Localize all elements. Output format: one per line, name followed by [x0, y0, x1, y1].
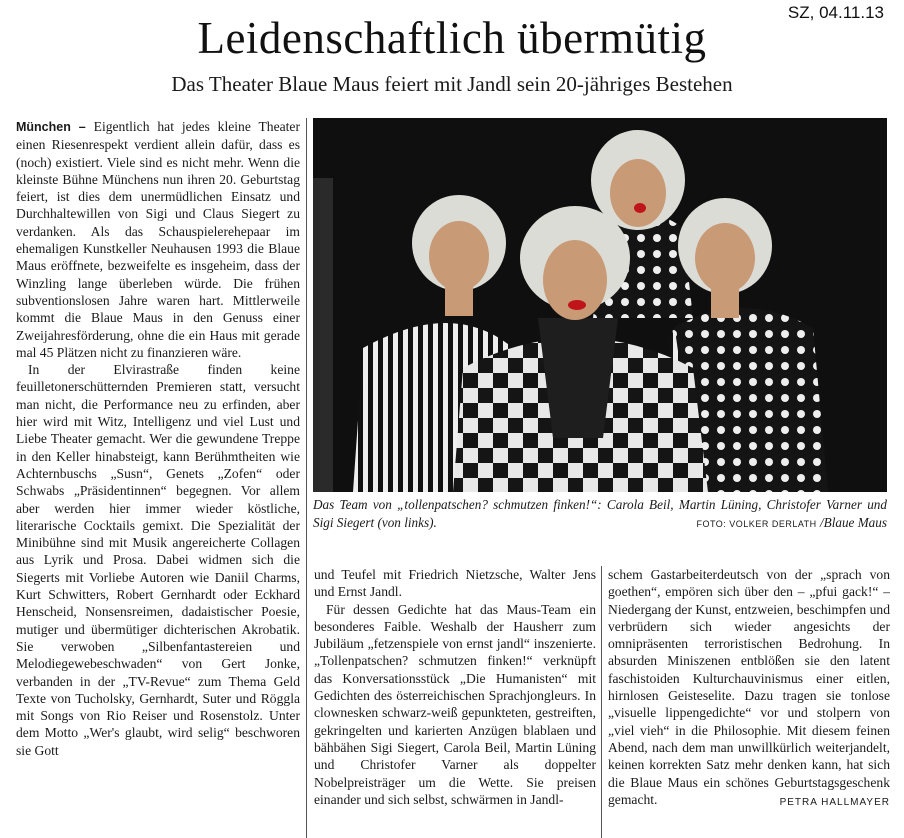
photo-caption	[313, 496, 887, 533]
author-byline: PETRA HALLMAYER	[779, 796, 890, 808]
caption-text: Das Team von „tollenpatschen? schmutzen finken!“: Carola Beil, Martin Lüning, Christofer Varner und Sigi Siegert (von links).	[313, 497, 887, 530]
article-column-1	[16, 118, 300, 838]
headline: Leidenschaftlich übermütig	[197, 13, 707, 63]
credit-prefix: FOTO: VOLKER DERLATH	[696, 518, 817, 529]
paragraph	[16, 118, 300, 361]
column-rule-left	[306, 118, 307, 838]
source-stamp: SZ, 04.11.13	[787, 3, 884, 22]
paragraph	[608, 566, 890, 808]
column-rule-right	[601, 566, 602, 838]
paragraph-text: schem Gastarbeiterdeutsch von der „sprach von goethen“, empören sich über den – „pfui gack!“ – Niedergang der Kunst, entzweien, beschimpfen und verbrüdern sich wieder angesichts der omnipräsenten terroristischen Bedrohung. In absurden Miniszenen entblößen sie den latent faschistoiden Kulturchauvinismus einer eitlen, hirnlosen Geisteselite. Dazu tragen sie tonlose „visuelle lippengedichte“ vor und stolpern von „viel vieh“ in die Philosophie. Mit diesem feinen Abend, nach dem man unwillkürlich weiterjandelt, keinen korrekten Satz mehr denken kann, hat sich die Blaue Maus ein schönes Geburtstagsgeschenk gemacht.	[608, 567, 890, 807]
paragraph: In der Elvirastraße finden keine feuilletonerschütternden Premieren statt, versucht man nicht, die Performance neu zu erfinden, aber hier wird mit Witz, Intelligenz und viel Lust und Liebe Theater gemacht. Wer die gewundene Treppe in den Keller hinabsteigt, kann Berühmtheiten wie Achternbuschs „Susn“, Genets „Zofen“ oder Schwabs „Präsidentinnen“ begegnen. Vor allem aber werden hier immer wieder köstliche, literarische Cocktails gemixt. Die Spezialität der Minibühne sind mit Musik angereicherte Collagen aus Lyrik und Prosa. Dabei widmen sich die Siegerts mit Vorliebe Autoren wie Daniil Charms, Kurt Schwitters, Robert Gernhardt oder Eckhard Henscheid, Nonsensreimen, dadaistischer Poesie, mutiger und übermütiger dichterischen Akrobatik. Sie verwoben „Silbenfantastereien und Melodiegewebeschwaden“ von Gert Jonke, verbanden in der „TV-Revue“ zum Thema Geld Texte von Tucholsky, Gernhardt, Suter und Röggla mit Songs von Rio Reiser und Rosenstolz. Unter dem Motto „Wer's glaubt, wird selig“ beschworen sie Gott	[16, 362, 300, 758]
article-column-2	[314, 566, 596, 838]
theater-photo	[313, 118, 887, 492]
photo-credit	[696, 514, 887, 534]
subheadline: Das Theater Blaue Maus feiert mit Jandl sein 20-jähriges Bestehen	[171, 72, 733, 96]
paragraph: Für dessen Gedichte hat das Maus-Team ein besonderes Faible. Weshalb der Hausherr zum Jubiläum „fetzenspiele von ernst jandl“ inszenierte. „Tollenpatschen? schmutzen finken!“ verknüpft das Konversationsstück „Die Humanisten“ mit Gedichten des österreichischen Sprachjongleurs. In clownesken schwarz-weiß gepunkteten, gestreiften, gekringelten und karierten Anzügen blablaen und bähbähen Sigi Siegert, Carola Beil, Martin Lüning und Christofer Varner als doppelter Nobelpreisträger um die Wette. Sie preisen einander und sich selbst, schwärmen in Jandl-	[314, 601, 596, 807]
paragraph: und Teufel mit Friedrich Nietzsche, Walter Jens und Ernst Jandl.	[314, 567, 596, 600]
paragraph-text: Eigentlich hat jedes kleine Theater einen Riesenrespekt verdient allein dafür, dass es (noch) existiert. Viele sind es nicht mehr. Wenn die kleinste Bühne Münchens nun ihren 20. Geburtstag feiert, ist dies dem unermüdlichen Einsatz und Durchhaltewillen von Sigi und Claus Siegert zu verdanken. Als das Schauspielerehepaar im ehemaligen Kunstkeller Neuhausen 1993 die Blaue Maus eröffnete, bezweifelte es insgeheim, dass der Winzling lange überleben würde. Die frühen subventionslosen Jahre waren hart. Mittlerweile kommt die Blaue Maus in den Genuss einer Zweijahresförderung, ohne die ein Haus mit gerade mal 45 Plätzen nicht zu finanzieren wäre.	[16, 119, 300, 360]
actors-illustration	[313, 118, 887, 492]
article-column-3	[608, 566, 890, 838]
credit-suffix: /Blaue Maus	[819, 514, 887, 530]
dateline: München –	[16, 120, 86, 134]
